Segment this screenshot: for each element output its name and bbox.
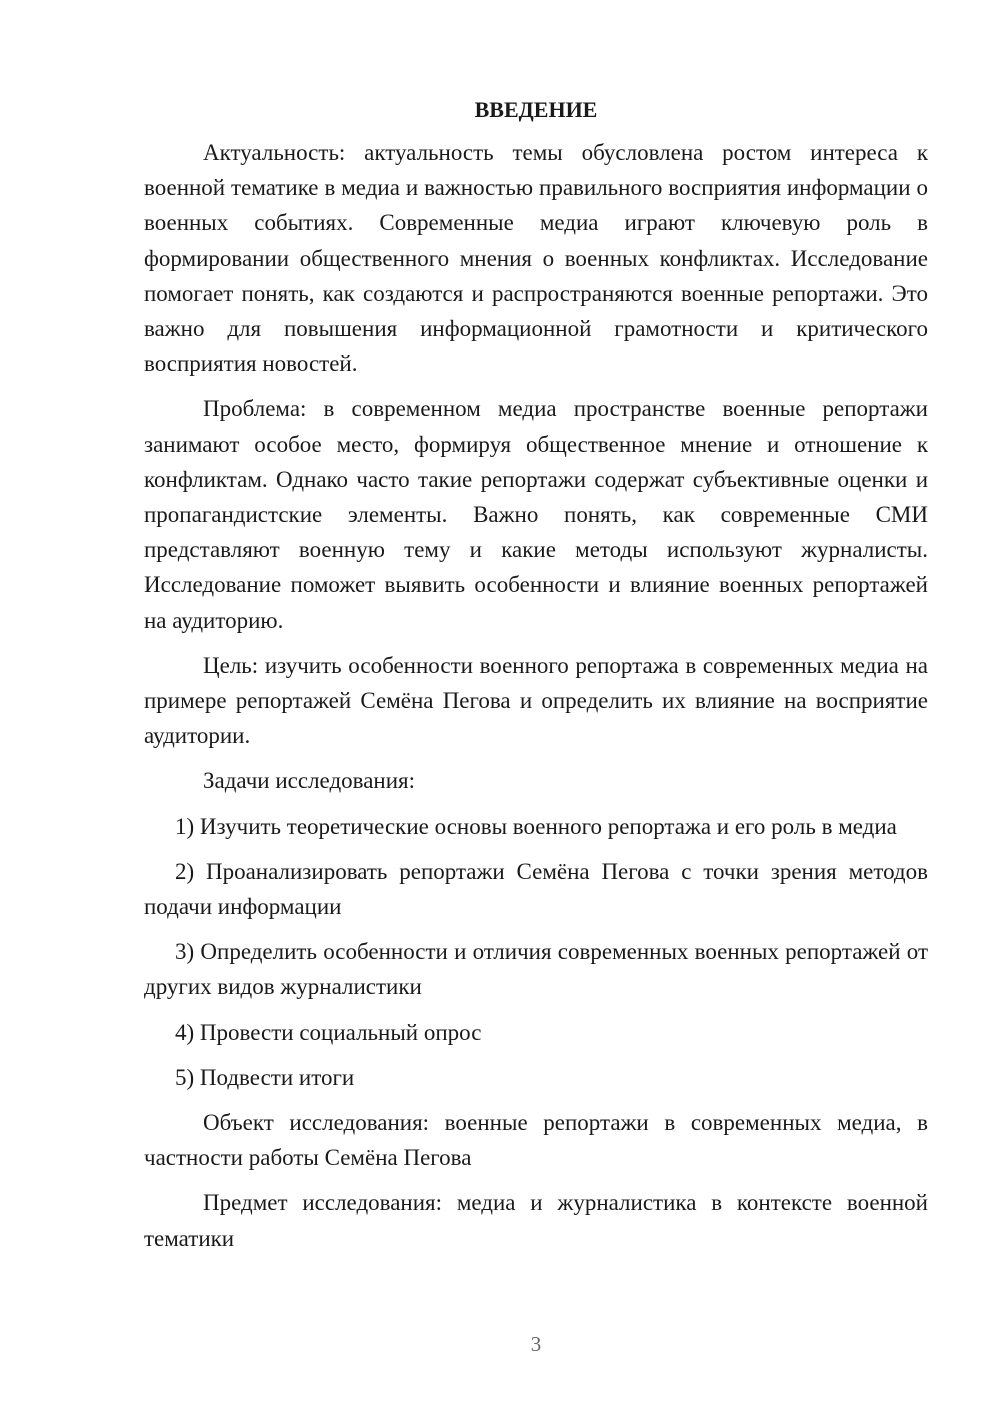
tasks-heading: Задачи исследования:: [203, 768, 416, 794]
task-item: 5) Подвести итоги: [175, 1064, 355, 1090]
object-paragraph: Объект исследования: военные репортажи в современных медиа, в частности работы Семёна Пегова: [144, 1110, 928, 1171]
task-item: 3) Определить особенности и отличия современных военных репортажей от других видов журналистики: [144, 939, 928, 1000]
page-title: ВВЕДЕНИЕ: [474, 97, 598, 122]
page-content: [144, 92, 928, 1266]
goal-paragraph: Цель: изучить особенности военного репортажа в современных медиа на примере репортажей Семёна Пегова и определить их влияние на восприятие аудитории.: [144, 652, 928, 749]
task-item: 1) Изучить теоретические основы военного репортажа и его роль в медиа: [175, 813, 897, 839]
subject-paragraph: Предмет исследования: медиа и журналистика в контексте военной тематики: [144, 1190, 928, 1251]
relevance-paragraph: Актуальность: актуальность темы обусловлена ростом интереса к военной тематике в медиа и важностью правильного восприятия информации о военных событиях. Современные медиа играют ключевую роль в формировании общественного мнения о военных конфликтах. Исследование помогает понять, как создаются и распространяются военные репортажи. Это важно для повышения информационной грамотности и критического восприятия новостей.: [144, 140, 928, 377]
task-item: 2) Проанализировать репортажи Семёна Пегова с точки зрения методов подачи информации: [144, 858, 928, 920]
problem-paragraph: Проблема: в современном медиа пространстве военные репортажи занимают особое место, формируя общественное мнение и отношение к конфликтам. Однако часто такие репортажи содержат субъективные оценки и пропагандистские элементы. Важно понять, как современные СМИ представляют военную тему и какие методы используют журналисты. Исследование поможет выявить особенности и влияние военных репортажей на аудиторию.: [144, 396, 928, 633]
page-number: 3: [530, 1332, 542, 1356]
task-item: 4) Провести социальный опрос: [175, 1019, 482, 1045]
